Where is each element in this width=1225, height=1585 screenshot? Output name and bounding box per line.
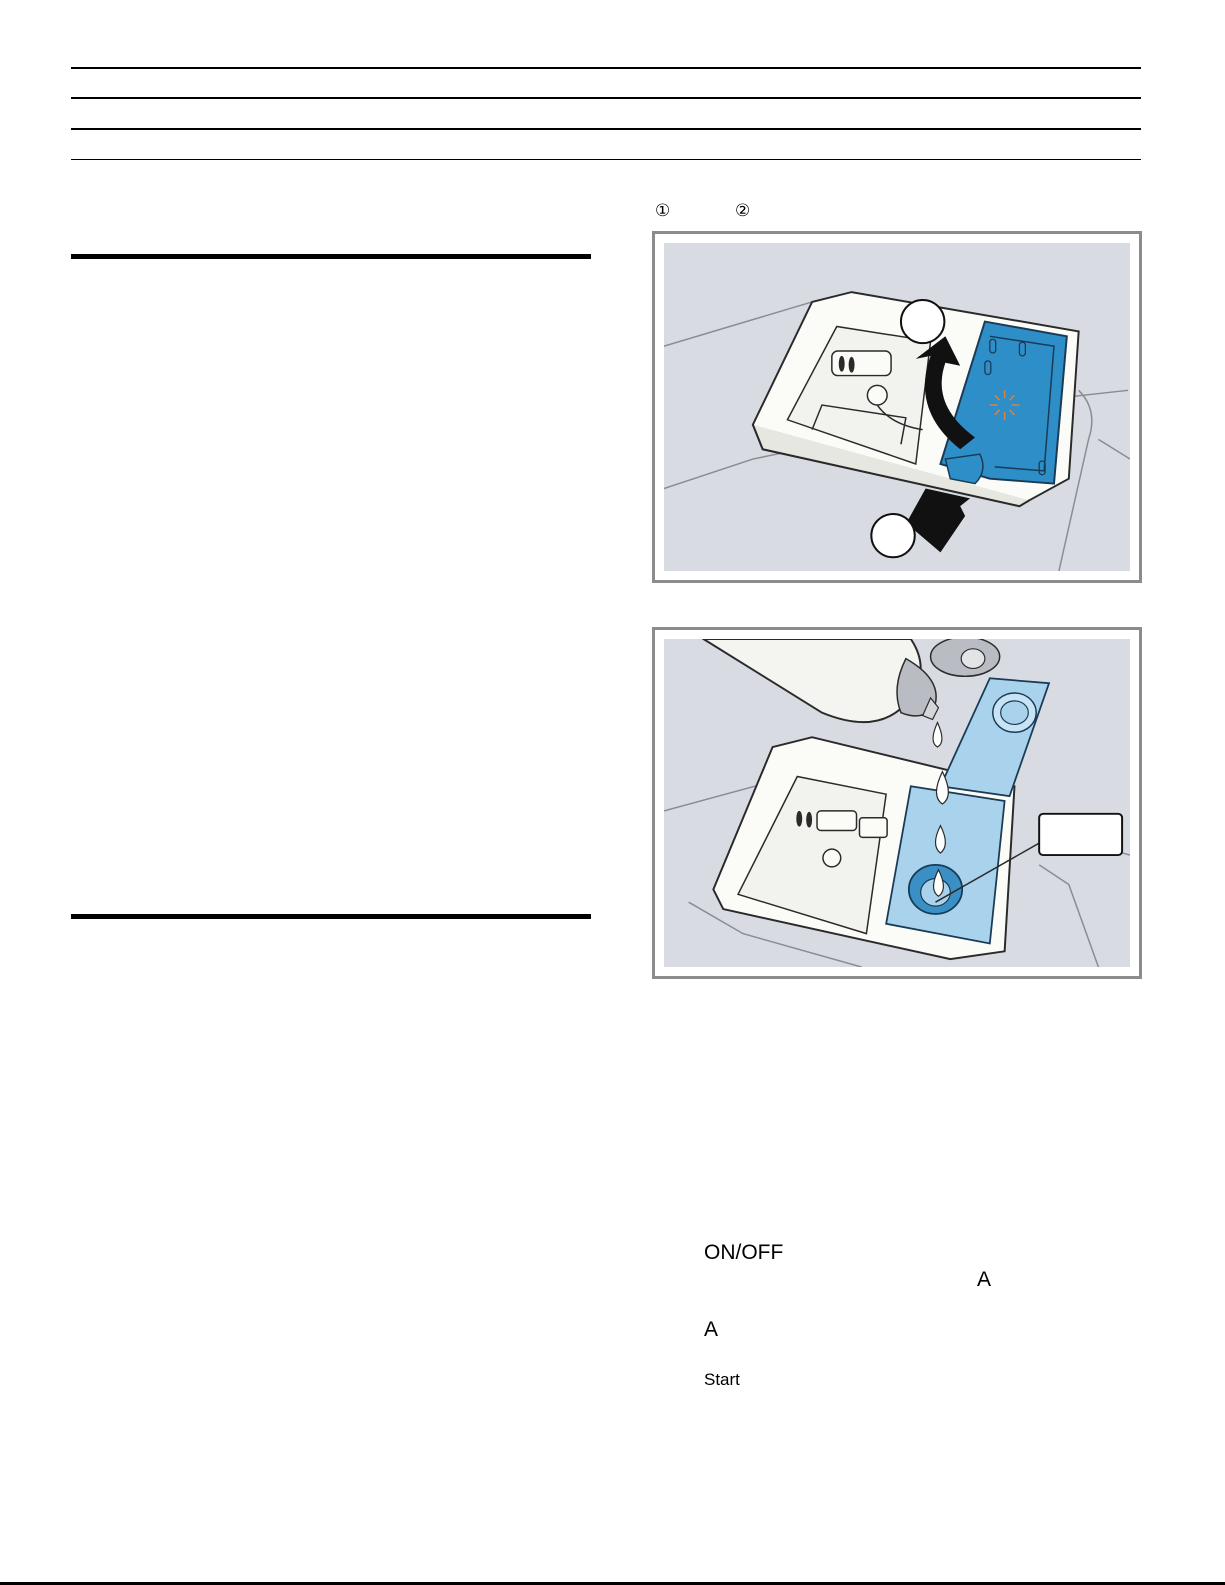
section-heading-bar-2 [71,914,591,919]
dispenser-open-illustration [664,243,1130,571]
figure-open-dispenser-illustration [664,243,1130,571]
figure-fill-rinse-aid [652,627,1142,979]
step-marker-1: ① [655,201,671,220]
step-marker-2: ② [735,201,751,220]
setting-a-label-lower: A [704,1318,719,1341]
header-rule-3 [71,128,1141,130]
header-rule-4 [71,159,1141,160]
start-button-label: Start [704,1370,740,1389]
section-heading-bar-1 [71,254,591,259]
header-rule-2 [71,97,1141,99]
setting-a-label-upper: A [977,1268,992,1291]
rinse-aid-fill-illustration [664,639,1130,967]
on-off-button-label: ON/OFF [704,1241,784,1264]
header-rule-1 [71,67,1141,69]
figure-open-dispenser [652,231,1142,583]
figure-fill-rinse-aid-illustration [664,639,1130,967]
